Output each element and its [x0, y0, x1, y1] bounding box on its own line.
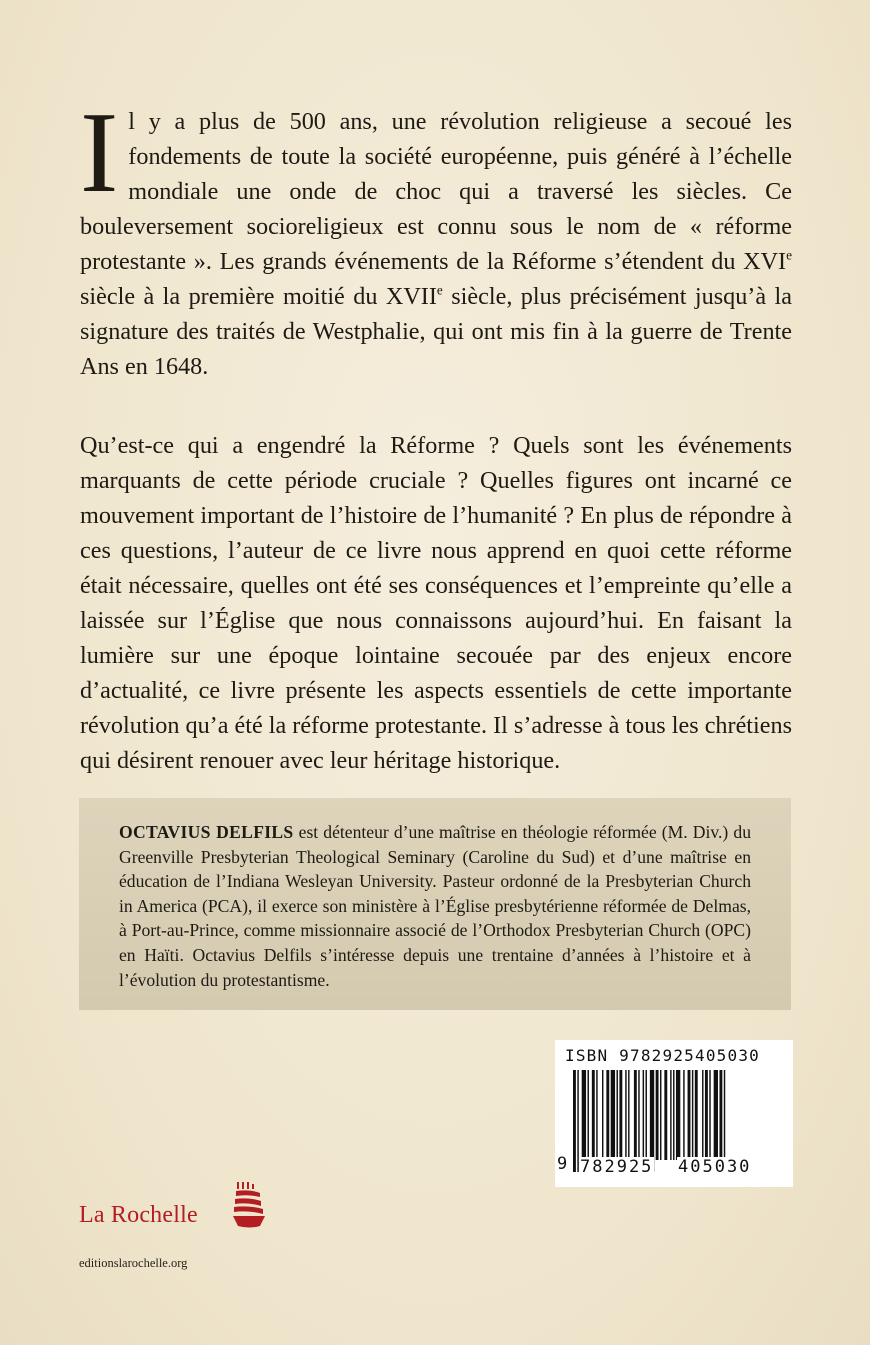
publisher-block — [79, 1180, 339, 1240]
author-bio-box — [79, 798, 791, 1010]
barcode-bar — [592, 1070, 595, 1160]
author-bio-text: est détenteur d’une maîtrise en théologie réformée (M. Div.) du Greenville Presbyterian Theological Seminary (Caroline du Sud) et d’une maîtrise en éducation de l’Indiana Wesleyan University. Pasteur ordonné de la Presbyterian Church in America (PCA), il exerce son ministère à l’Église presbytérienne réformée de Delmas, à Port-au-Prince, comme missionnaire associé de l’Orthodox Presbyterian Church (OPC) en Haïti. Octavius Delfils s’intéresse depuis une trentaine d’années à l’histoire et à l’évolution du protestantisme. — [119, 822, 751, 990]
ship-logo-icon — [233, 1180, 267, 1232]
barcode-bar — [673, 1070, 674, 1160]
barcode-bar — [702, 1070, 703, 1160]
intro-text-1: l y a plus de 500 ans, une révolution religieuse a secoué les fondements de toute la société européenne, puis généré à l’échelle mondiale une onde de choc qui a traversé les siècles. Ce bouleversement socioreligieux est connu sous le nom de « réforme protestante ». Les grands événements de la Réforme s’étendent du XVI — [80, 108, 792, 275]
second-paragraph: Qu’est-ce qui a engendré la Réforme ? Quels sont les événements marquants de cette période cruciale ? Quelles figures ont incarné ce mouvement important de l’histoire de l’humanité ? En plus de répondre à ces questions, l’auteur de ce livre nous apprend en quoi cette réforme était nécessaire, quelles ont été ses conséquences et l’empreinte qu’elle a laissée sur l’Église que nous connaissons aujourd’hui. En faisant la lumière sur une époque lointaine secouée par des enjeux encore d’actualité, ce livre présente les aspects essentiels de cette importante révolution qu’a été la réforme protestante. Il s’adresse à tous les chrétiens qui désirent renouer avec leur héritage historique. — [80, 432, 792, 774]
isbn-label: ISBN 9782925405030 — [565, 1046, 760, 1065]
barcode-bar — [670, 1070, 671, 1160]
barcode-bar — [664, 1070, 667, 1160]
barcode-bar — [688, 1070, 691, 1160]
isbn-barcode — [555, 1040, 793, 1187]
barcode-bar — [628, 1070, 629, 1160]
barcode-bar — [683, 1070, 684, 1160]
barcode-bar — [625, 1070, 626, 1160]
barcode-bar — [695, 1070, 698, 1160]
barcode-bar — [619, 1070, 622, 1160]
barcode-bar — [602, 1070, 603, 1160]
author-bio — [119, 820, 751, 992]
century-superscript-1: e — [786, 247, 792, 263]
barcode-bar — [638, 1070, 639, 1160]
barcode-bar — [714, 1070, 718, 1160]
barcode-bar — [596, 1070, 597, 1160]
barcode-bar — [660, 1070, 661, 1160]
barcode-bar — [582, 1070, 586, 1160]
drop-cap: I — [80, 89, 119, 216]
barcode-bar — [588, 1070, 589, 1160]
barcode-bar — [709, 1070, 710, 1160]
barcode-bar — [606, 1070, 609, 1160]
author-name: OCTAVIUS DELFILS — [119, 822, 294, 842]
barcode-bar — [705, 1070, 708, 1160]
barcode-bar — [617, 1070, 618, 1160]
barcode-bar — [634, 1070, 637, 1160]
barcode-digits-left: 782925 — [580, 1157, 654, 1177]
barcode-digits-right: 405030 — [678, 1157, 752, 1177]
century-superscript-2: e — [436, 282, 443, 298]
publisher-url: editionslarochelle.org — [79, 1256, 188, 1270]
intro-text-3: siècle, plus précisément jusqu’à la signature des traités de Westphalie, qui ont mis fin à la guerre de Trente Ans en 1648. — [80, 283, 792, 380]
publisher-name: La Rochelle — [79, 1202, 198, 1228]
barcode-bar — [573, 1070, 576, 1172]
barcode-digit-first: 9 — [557, 1154, 570, 1174]
barcode-bar — [692, 1070, 693, 1160]
barcode-bar — [643, 1070, 644, 1160]
barcode-bar — [676, 1070, 680, 1160]
barcode-bar — [656, 1070, 659, 1160]
intro-text-2: siècle à la première moitié du XVII — [80, 283, 437, 310]
intro-paragraph — [80, 89, 792, 384]
barcode-bar — [611, 1070, 615, 1160]
